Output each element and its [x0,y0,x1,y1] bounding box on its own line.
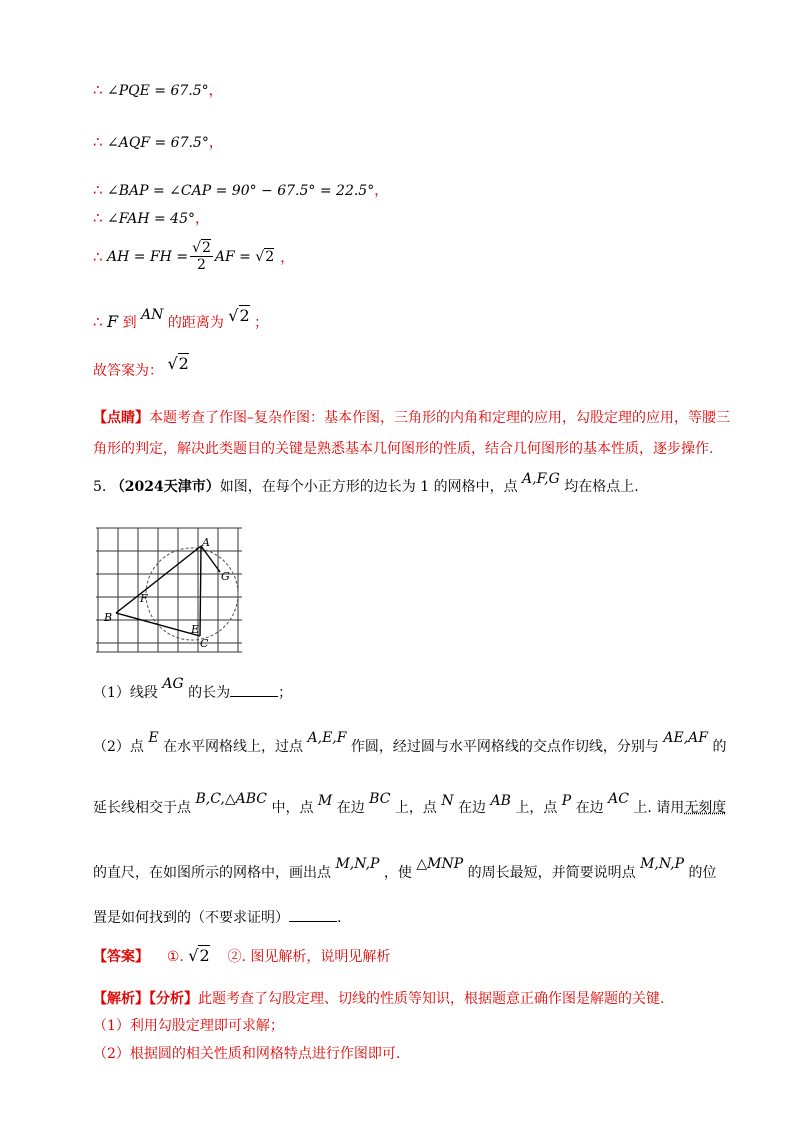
formula-aqf: ∠AQF = 67.5° [107,135,209,151]
punctuation: ， [280,249,295,266]
label-E: E [191,623,200,636]
answer-line [93,354,189,380]
analysis-tag: 【解析】【分析】 [93,991,198,1007]
lines-AE-AF: AE,AF [663,730,708,746]
fraction-denominator: 2 [197,257,206,273]
answer-blank [289,920,337,922]
question-text: （2）点 [93,739,144,755]
punctuation: ， [208,83,223,99]
answer-blank [230,695,278,697]
label-A: A [202,536,210,549]
problem-text: 如图，在每个小正方形的边长为 1 的网格中，点 [219,479,518,495]
formula-pqe: ∠PQE = 67.5° [107,83,209,99]
points-AEF: A,E,F [307,730,347,746]
problem-text: 均在格点上. [564,479,639,495]
answer-part-1: ①. [166,949,184,965]
triangle-ABC [116,546,220,636]
sqrt-2: √2 [188,946,210,965]
step-line-2 [93,132,223,152]
question-1 [93,676,293,702]
problem-intro [93,471,639,496]
therefore-symbol: ∴ [93,133,103,151]
formula-ah-lhs: AH = FH = [107,248,189,265]
question-2-line-1 [93,730,727,756]
comment-line-1 [93,407,730,427]
comment-tag: 【点睛】 [93,410,149,426]
therefore-symbol: ∴ [93,209,103,227]
question-text: 在边 [458,800,487,816]
formula-fah: ∠FAH = 45° [107,211,195,227]
point-P: P [561,793,572,809]
step-line-1 [93,80,223,100]
question-text: 在水平网格线上，过点 [163,739,304,755]
therefore-symbol: ∴ [93,181,103,199]
therefore-symbol: ∴ [93,247,103,266]
question-text: 作圆，经过圆与水平网格线的交点作切线，分别与 [350,739,659,755]
sqrt-2: √2 [167,354,189,373]
answer-tag: 【答案】 [93,949,149,965]
text-distance: 的距离为 [167,315,224,331]
punctuation: ， [208,135,223,151]
grid-figure [96,520,246,660]
step-line-5 [93,240,294,273]
point-M: M [317,793,333,809]
question-text: 上. 请用 [633,800,685,816]
question-text: 置是如何找到的（不要求证明） [93,910,289,926]
punctuation: . [337,910,342,926]
punctuation: ； [254,315,269,331]
therefore-symbol: ∴ [93,81,103,99]
question-2-line-4 [93,907,341,927]
question-text: 的直尺，在如图所示的网格中，画出点 [93,865,331,881]
problem-source: （2024天津市） [110,479,220,495]
question-text: 的 [712,739,727,755]
line-AN: AN [141,307,164,323]
question-text: 的长为 [188,685,231,701]
analysis-line-1 [93,988,664,1008]
formula-bap: ∠BAP = ∠CAP = 90° − 67.5° = 22.5° [107,183,375,199]
side-AB: AB [490,793,511,809]
comment-text-2: 角形的判定，解决此类题目的关键是熟悉基本几何图形的性质，结合几何图形的基本性质，逐步操作. [93,441,714,457]
fraction-numerator: √2 [192,240,211,256]
problem-number: 5. [93,479,107,495]
question-text: 上，点 [515,800,558,816]
label-C: C [200,637,209,650]
formula-af: AF = [214,248,251,265]
point-E: E [148,730,159,746]
step-line-4 [93,208,209,228]
question-2-line-3 [93,856,717,882]
segment-AG: AG [162,676,184,692]
punctuation: ， [195,211,209,227]
point-F: F [107,312,119,331]
sqrt-2: √2 [228,306,250,325]
points-BC-triangle: B,C,△ABC [195,791,267,807]
question-text: 在边 [575,800,604,816]
punctuation: ； [278,685,293,701]
points-AFG: A,F,G [522,471,560,487]
label-F: F [140,592,148,605]
question-text: （1）线段 [93,685,158,701]
therefore-symbol: ∴ [93,313,103,331]
answer-label: 故答案为： [93,363,163,379]
step-line-3 [93,180,388,200]
triangle-MNP: △MNP [416,856,464,872]
analysis-item-1 [93,1015,284,1035]
question-text: 上，点 [394,800,437,816]
question-text: 中，点 [271,800,314,816]
analysis-text: 此题考查了勾股定理、切线的性质等知识，根据题意正确作图是解题的关键. [198,991,665,1007]
side-BC: BC [369,791,391,807]
comment-text-1: 本题考查了作图–复杂作图：基本作图，三角形的内角和定理的应用，勾股定理的应用，等腰三 [149,410,730,426]
question-text: 延长线相交于点 [93,800,191,816]
text-to: 到 [122,315,137,331]
comment-line-2 [93,438,713,458]
points-MNP: M,N,P [335,856,380,872]
question-text: 的周长最短，并简要说明点 [467,865,636,881]
sqrt-2: √2 [255,248,275,265]
label-B: B [104,611,113,624]
point-N: N [441,793,454,809]
question-text: 在边 [336,800,365,816]
fraction-sqrt2-over-2 [190,240,213,273]
label-G: G [221,570,230,583]
analysis-item-text: （1）利用勾股定理即可求解； [93,1018,284,1034]
answer-part-2: ②. 图见解析，说明见解析 [227,949,391,965]
question-text: 的位 [688,865,717,881]
step-line-6 [93,306,269,332]
side-AC: AC [608,791,629,807]
answer-section [93,946,390,966]
question-text: ，使 [383,865,412,881]
punctuation: ， [374,183,389,199]
points-MNP-2: M,N,P [640,856,685,872]
question-2-line-2 [93,791,727,817]
analysis-item-text: （2）根据圆的相关性质和网格特点进行作图即可. [93,1046,401,1062]
analysis-item-2 [93,1043,400,1063]
emphasis-text: 无刻度 [684,800,727,816]
